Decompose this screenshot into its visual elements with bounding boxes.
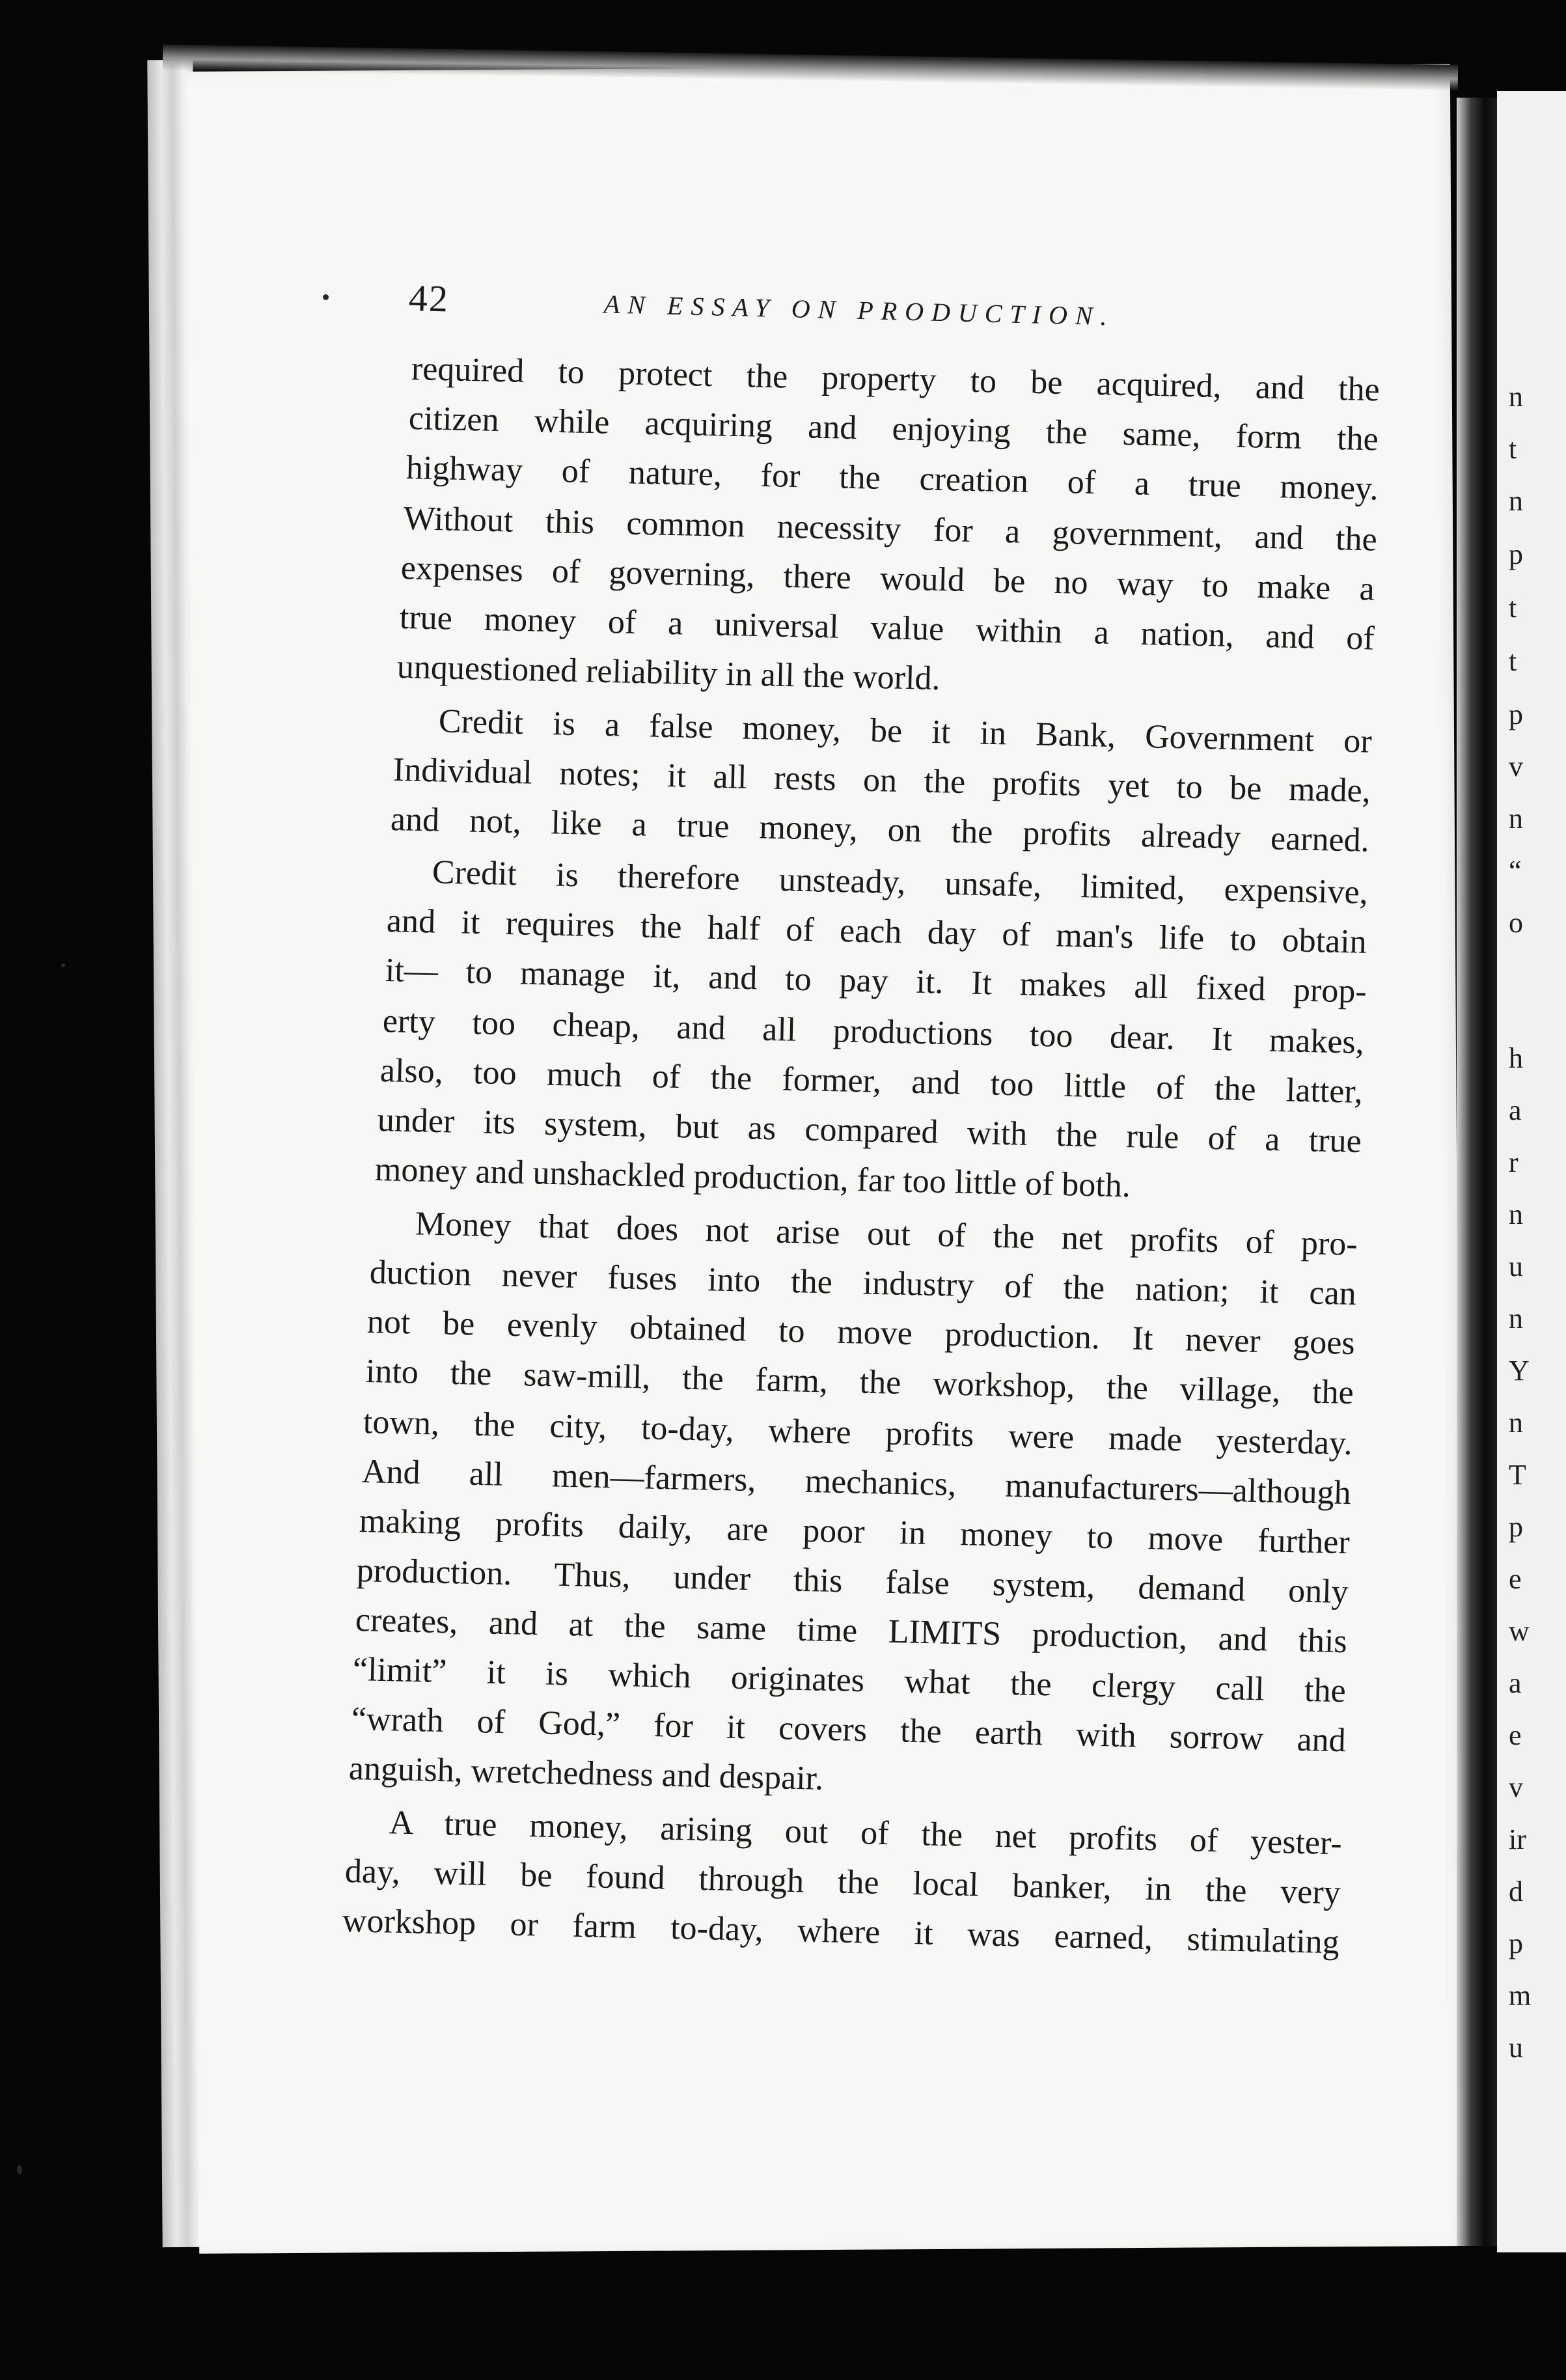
facing-fragment: a bbox=[1509, 1667, 1522, 1699]
facing-fragment: ir bbox=[1509, 1823, 1526, 1855]
body-line: and it requires the half of each day of man's life to obtain bbox=[386, 902, 1367, 961]
facing-fragment: v bbox=[1509, 1771, 1523, 1803]
facing-fragment: h bbox=[1509, 1042, 1523, 1074]
facing-fragment: p bbox=[1509, 1928, 1523, 1959]
body-line: Credit is a false money, be it in Bank, Government or bbox=[438, 702, 1373, 760]
body-line: creates, and at the same time LIMITS production, and this bbox=[355, 1601, 1348, 1661]
facing-fragment: p bbox=[1509, 1511, 1523, 1543]
facing-fragment: t bbox=[1509, 433, 1517, 465]
body-line: “limit” it is which originates what the clergy call the bbox=[352, 1651, 1347, 1710]
body-line: it— to manage it, and to pay it. It makes all fixed prop- bbox=[385, 952, 1367, 1010]
page-number: 42 bbox=[408, 277, 450, 320]
body-line: making profits daily, are poor in money to move further bbox=[359, 1502, 1351, 1562]
facing-fragment: o bbox=[1509, 907, 1523, 939]
body-line: workshop or farm to-day, where it was earned, stimulating bbox=[342, 1902, 1340, 1961]
body-line: Without this common necessity for a government, and the bbox=[403, 500, 1378, 559]
body-line: money and unshackled production, far too little of both. bbox=[374, 1151, 1131, 1205]
facing-fragment: p bbox=[1509, 699, 1523, 730]
body-line: into the saw-mill, the farm, the workshop, the village, the bbox=[365, 1353, 1354, 1412]
facing-fragment: e bbox=[1509, 1563, 1522, 1595]
body-line: A true money, arising out of the net profits of yester- bbox=[389, 1804, 1343, 1862]
facing-fragment: p bbox=[1509, 538, 1523, 570]
body-line: anguish, wretchedness and despair. bbox=[348, 1750, 824, 1797]
body-line: Credit is therefore unsteady, unsafe, limited, expensive, bbox=[432, 853, 1369, 911]
facing-fragment: v bbox=[1509, 751, 1523, 782]
body-line: under its system, but as compared with the rule of a true bbox=[377, 1101, 1362, 1160]
body-line: production. Thus, under this false system, demand only bbox=[356, 1552, 1349, 1611]
body-line: true money of a universal value within a nation, and of bbox=[399, 599, 1375, 657]
facing-fragment: u bbox=[1509, 1251, 1523, 1282]
facing-fragment: w bbox=[1509, 1615, 1530, 1647]
body-line: day, will be found through the local banker, in the very bbox=[344, 1853, 1341, 1912]
body-line: Individual notes; it all rests on the profits yet to be made, bbox=[392, 751, 1371, 810]
body-line: erty too cheap, and all productions too dear. It makes, bbox=[382, 1003, 1365, 1061]
body-line: And all men—farmers, mechanics, manufacturers—although bbox=[361, 1453, 1352, 1512]
facing-fragment: r bbox=[1509, 1146, 1518, 1178]
body-line: also, too much of the former, and too little of the latter, bbox=[379, 1052, 1364, 1111]
body-line: highway of nature, for the creation of a true money. bbox=[405, 449, 1379, 508]
facing-fragment: m bbox=[1509, 1980, 1532, 2012]
facing-fragment: n bbox=[1509, 1303, 1523, 1335]
body-line: “wrath of God,” for it covers the earth with sorrow and bbox=[351, 1700, 1347, 1760]
body-line: citizen while acquiring and enjoying the same, form the bbox=[408, 400, 1379, 458]
body-line: town, the city, to-day, where profits were made yesterday. bbox=[363, 1404, 1353, 1463]
facing-fragment: n bbox=[1509, 381, 1523, 413]
body-line: required to protect the property to be acquired, and the bbox=[411, 350, 1381, 409]
facing-fragment: u bbox=[1509, 2032, 1523, 2064]
facing-fragment: n bbox=[1509, 803, 1523, 835]
facing-fragment: t bbox=[1509, 592, 1517, 624]
facing-fragment: n bbox=[1509, 1407, 1523, 1439]
facing-fragment: n bbox=[1509, 1198, 1523, 1230]
body-line: and not, like a true money, on the profits already earned. bbox=[390, 801, 1370, 859]
running-head: AN ESSAY ON PRODUCTION. bbox=[603, 289, 1116, 331]
facing-fragment: t bbox=[1509, 645, 1517, 677]
body-line: not be evenly obtained to move production. It never goes bbox=[366, 1303, 1356, 1363]
body-line: unquestioned reliability in all the world. bbox=[396, 648, 941, 698]
facing-fragment: a bbox=[1509, 1094, 1522, 1126]
body-line: expenses of governing, there would be no way to make a bbox=[400, 549, 1375, 608]
facing-fragment: T bbox=[1509, 1459, 1526, 1491]
body-line: Money that does not arise out of the net profits of pro- bbox=[415, 1205, 1358, 1264]
facing-fragment: “ bbox=[1509, 855, 1522, 887]
facing-fragment: e bbox=[1509, 1719, 1522, 1751]
facing-fragment: Y bbox=[1509, 1355, 1530, 1387]
facing-fragment: d bbox=[1509, 1875, 1523, 1907]
body-line: duction never fuses into the industry of the nation; it can bbox=[369, 1254, 1357, 1313]
page-header bbox=[408, 276, 1177, 340]
facing-fragment: n bbox=[1509, 485, 1523, 517]
